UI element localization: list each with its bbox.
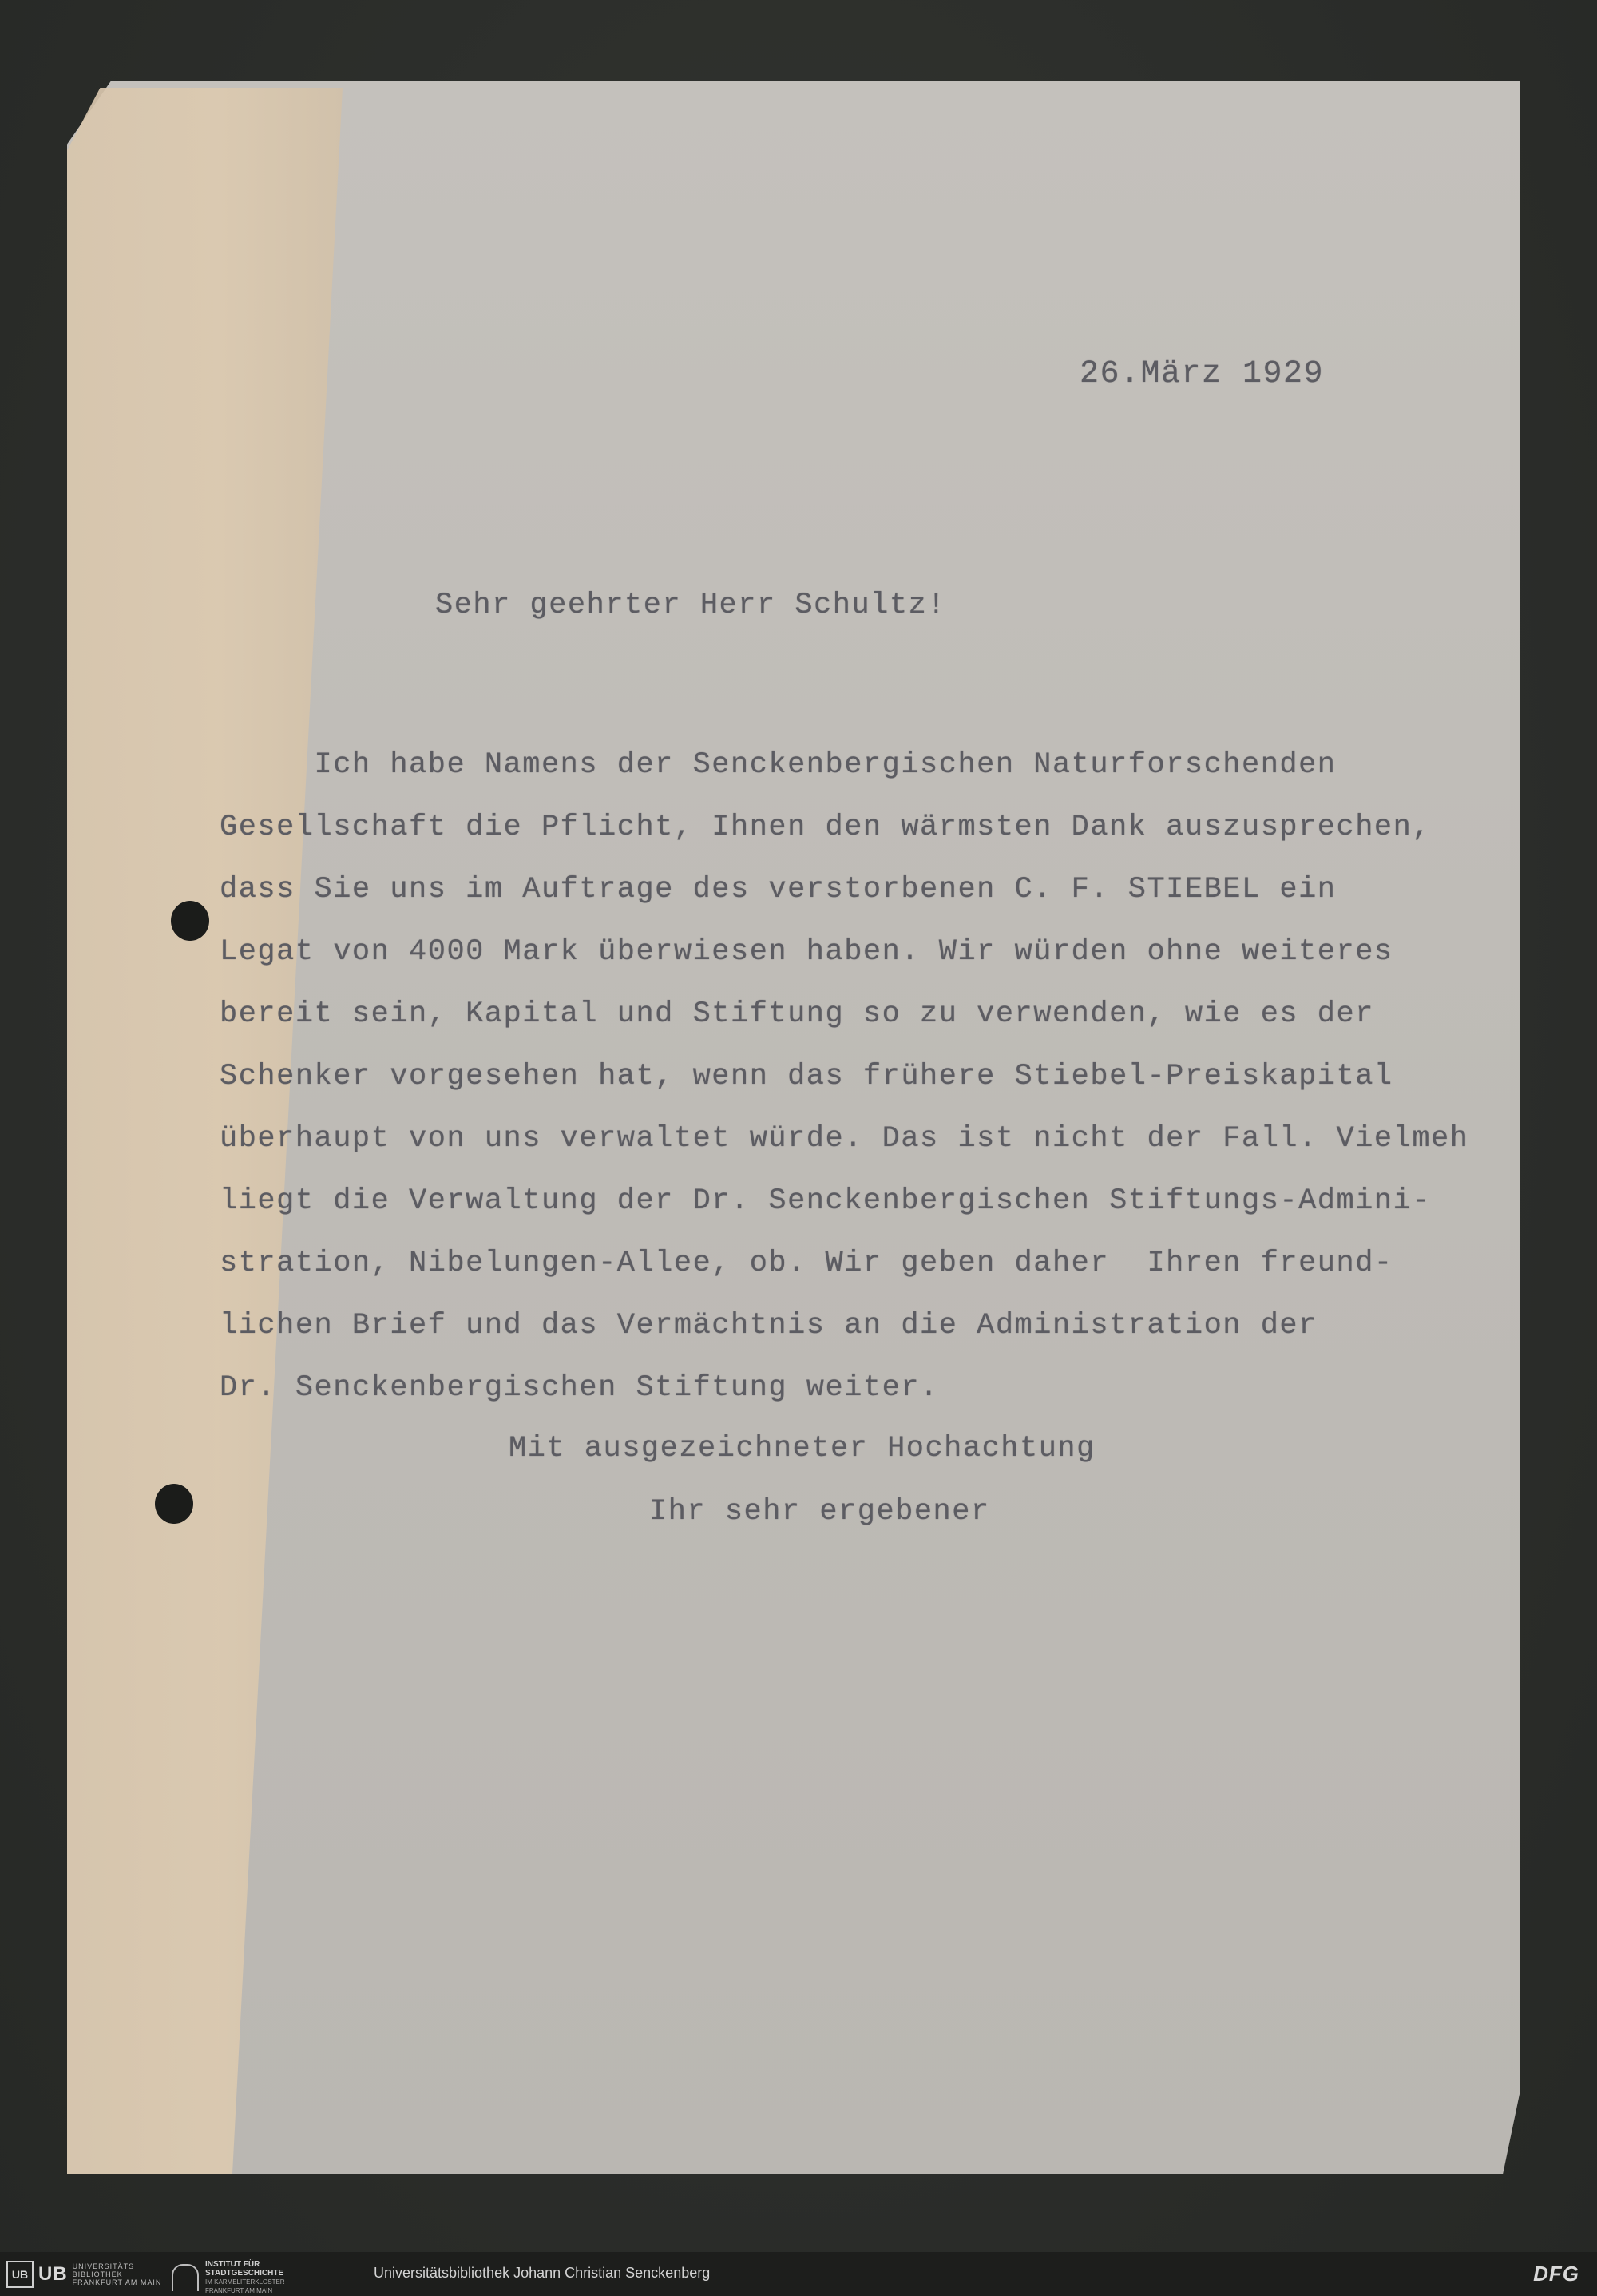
body-line: Gesellschaft die Pflicht, Ihnen den wärmsten Dank auszusprechen, — [220, 811, 1432, 844]
punch-hole-bottom — [155, 1484, 193, 1524]
letter-salutation: Sehr geehrter Herr Schultz! — [435, 589, 946, 622]
isg-arch-icon — [172, 2264, 199, 2291]
isg-logo-text — [205, 2260, 285, 2295]
viewer-footer-bar — [0, 2252, 1597, 2296]
isg-line: INSTITUT FÜR — [205, 2260, 260, 2269]
body-line: stration, Nibelungen-Allee, ob. Wir geben daher Ihren freund- — [220, 1247, 1393, 1280]
ub-logo-caption — [73, 2262, 162, 2286]
closing-signoff: Ihr sehr ergebener — [649, 1495, 990, 1529]
body-line: bereit sein, Kapital und Stiftung so zu verwenden, wie es der — [220, 997, 1374, 1031]
isg-line: STADTGESCHICHTE — [205, 2269, 284, 2278]
isg-line: IM KARMELITERKLOSTER — [205, 2278, 285, 2286]
ub-caption-line: FRANKFURT AM MAIN — [72, 2278, 162, 2286]
punch-hole-top — [171, 901, 209, 941]
ub-logo-text: UB — [38, 2263, 68, 2285]
body-line: liegt die Verwaltung der Dr. Senckenbergischen Stiftungs-Admini- — [220, 1184, 1432, 1218]
library-name: Universitätsbibliothek Johann Christian Senckenberg — [374, 2265, 711, 2281]
ub-emblem-icon: UB — [6, 2261, 34, 2288]
isg-logo[interactable] — [172, 2260, 285, 2295]
ub-caption-line: BIBLIOTHEK — [72, 2270, 123, 2278]
body-line: dass Sie uns im Auftrage des verstorbenen C. F. STIEBEL ein — [220, 873, 1337, 906]
ub-logo[interactable] — [6, 2260, 161, 2289]
body-line: lichen Brief und das Vermächtnis an die Administration der — [220, 1309, 1318, 1342]
body-line: Ich habe Namens der Senckenbergischen Naturforschenden — [220, 748, 1337, 782]
body-line: Dr. Senckenbergischen Stiftung weiter. — [220, 1371, 939, 1405]
closing-formula: Mit ausgezeichneter Hochachtung — [509, 1432, 1096, 1465]
letter-date: 26.März 1929 — [1080, 356, 1325, 392]
body-line: Legat von 4000 Mark überwiesen haben. Wir würden ohne weiteres — [220, 935, 1393, 969]
body-line: Schenker vorgesehen hat, wenn das frühere Stiebel-Preiskapital — [220, 1060, 1393, 1093]
body-line: überhaupt von uns verwaltet würde. Das ist nicht der Fall. Vielmeh — [220, 1122, 1469, 1156]
ub-caption-line: UNIVERSITÄTS — [72, 2262, 135, 2270]
isg-line: FRANKFURT AM MAIN — [205, 2287, 273, 2294]
dfg-logo[interactable]: DFG — [1533, 2262, 1579, 2286]
